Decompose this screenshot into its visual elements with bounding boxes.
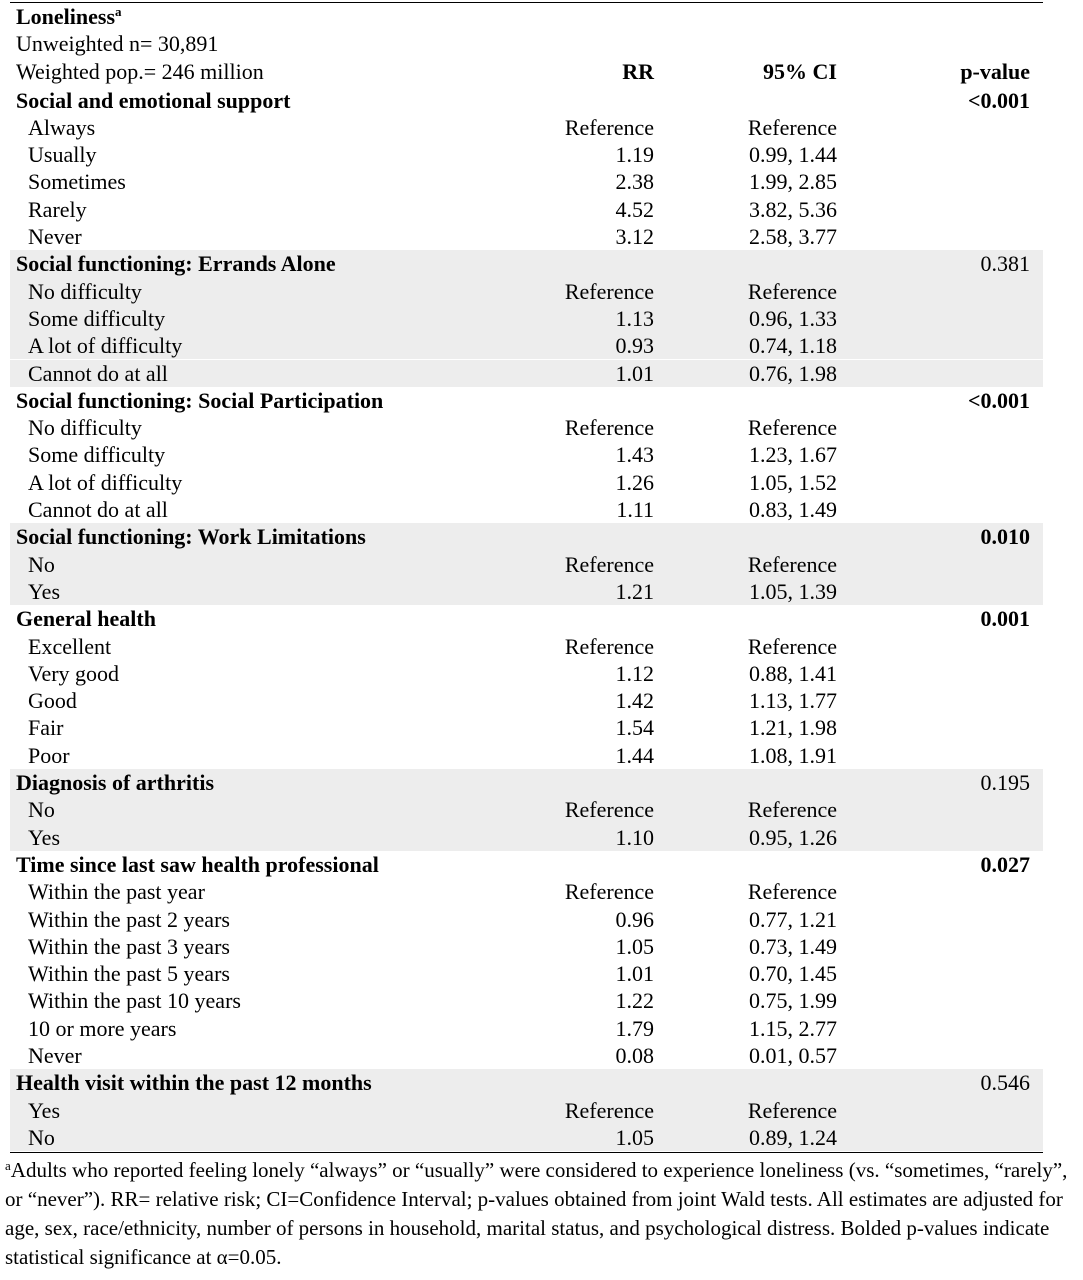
- row-label: Never: [28, 1043, 82, 1068]
- ci-value: 0.83, 1.49: [749, 497, 837, 522]
- header-title-row: [10, 3, 1043, 30]
- rr-value: 1.05: [615, 933, 654, 959]
- table-title: [16, 3, 122, 30]
- section-header-row: [10, 250, 1043, 277]
- header-columns-row: [10, 58, 1043, 85]
- rr-value: 2.38: [615, 169, 654, 195]
- rr-value: 1.19: [615, 142, 654, 168]
- row-label: Within the past 10 years: [28, 988, 241, 1014]
- ci-value: 1.13, 1.77: [749, 688, 837, 714]
- rr-value: 1.13: [615, 305, 654, 331]
- rr-value: 1.21: [615, 578, 654, 604]
- row-label: Some difficulty: [28, 305, 166, 331]
- rr-value: 1.44: [615, 742, 654, 768]
- row-label: Some difficulty: [28, 442, 166, 468]
- table-title-sup: a: [115, 4, 122, 19]
- row-label: Within the past year: [28, 879, 205, 905]
- col-header-rr: RR: [622, 58, 654, 84]
- footnote: [5, 1156, 1070, 1272]
- row-label: A lot of difficulty: [28, 469, 183, 495]
- table-row: [10, 960, 1043, 987]
- rr-value: Reference: [564, 278, 654, 304]
- table-row: [10, 305, 1043, 332]
- ci-value: 0.75, 1.99: [749, 988, 837, 1014]
- table-row: [10, 114, 1043, 141]
- table-row: [10, 223, 1043, 250]
- section-label: Time since last saw health professional: [16, 851, 379, 877]
- rr-value: Reference: [564, 633, 654, 659]
- section-p-value: 0.195: [980, 770, 1030, 795]
- ci-value: 0.95, 1.26: [749, 824, 837, 850]
- rr-value: 1.26: [615, 469, 654, 495]
- ci-value: 1.05, 1.39: [749, 578, 837, 604]
- table-row: [10, 496, 1043, 523]
- section-p-value: 0.546: [980, 1070, 1030, 1096]
- ci-value: 1.15, 2.77: [749, 1015, 837, 1041]
- row-label: Within the past 3 years: [28, 933, 230, 959]
- weighted-pop: Weighted pop.= 246 million: [16, 58, 264, 84]
- row-label: A lot of difficulty: [28, 333, 183, 359]
- ci-value: 2.58, 3.77: [749, 224, 837, 249]
- ci-value: 1.21, 1.98: [749, 715, 837, 741]
- row-label: Yes: [28, 1097, 61, 1123]
- ci-value: 0.89, 1.24: [749, 1124, 837, 1150]
- unweighted-n: Unweighted n= 30,891: [16, 31, 219, 57]
- table-row: [10, 551, 1043, 578]
- row-label: No difficulty: [28, 415, 142, 441]
- table-row: [10, 824, 1043, 851]
- table-row: [10, 1015, 1043, 1042]
- section-header-row: [10, 523, 1043, 550]
- table-row: [10, 332, 1043, 359]
- rr-value: 0.96: [615, 906, 654, 932]
- rr-value: 1.42: [615, 688, 654, 714]
- ci-value: 0.70, 1.45: [749, 961, 837, 987]
- row-label: Within the past 5 years: [28, 961, 230, 987]
- section-label: Social functioning: Work Limitations: [16, 524, 366, 550]
- section-p-value: <0.001: [967, 87, 1030, 113]
- row-label: Poor: [28, 742, 70, 768]
- row-label: Cannot do at all: [28, 360, 168, 386]
- ci-value: Reference: [747, 114, 837, 140]
- table-row: [10, 168, 1043, 195]
- rr-value: 1.12: [615, 660, 654, 686]
- bottom-rule: [10, 1152, 1043, 1153]
- row-label: Fair: [28, 715, 64, 741]
- ci-value: Reference: [747, 1097, 837, 1123]
- ci-value: Reference: [747, 278, 837, 304]
- table-row: [10, 1042, 1043, 1069]
- table-row: [10, 1124, 1043, 1151]
- col-header-p: p-value: [960, 58, 1030, 84]
- table-row: [10, 578, 1043, 605]
- rr-value: 4.52: [615, 196, 654, 222]
- rr-value: Reference: [564, 1097, 654, 1123]
- ci-value: 0.88, 1.41: [749, 660, 837, 686]
- row-label: Rarely: [28, 196, 87, 222]
- table-row: [10, 714, 1043, 741]
- ci-value: Reference: [747, 633, 837, 659]
- row-label: Usually: [28, 142, 97, 168]
- rr-value: Reference: [564, 551, 654, 577]
- rr-value: Reference: [564, 797, 654, 823]
- table-row: [10, 278, 1043, 305]
- table-row: [10, 1097, 1043, 1124]
- row-label: Cannot do at all: [28, 497, 168, 522]
- rr-value: Reference: [564, 415, 654, 441]
- ci-value: 0.99, 1.44: [749, 142, 837, 168]
- row-label: Never: [28, 224, 82, 249]
- rr-value: Reference: [564, 114, 654, 140]
- section-header-row: [10, 1069, 1043, 1096]
- header-unweighted-row: [10, 30, 1043, 57]
- section-header-row: [10, 387, 1043, 414]
- section-p-value: <0.001: [967, 387, 1030, 413]
- rr-value: 1.22: [615, 988, 654, 1014]
- rr-value: 1.54: [615, 715, 654, 741]
- ci-value: 0.96, 1.33: [749, 305, 837, 331]
- section-p-value: 0.010: [980, 524, 1030, 550]
- table-row: [10, 742, 1043, 769]
- table-row: [10, 414, 1043, 441]
- footnote-text: Adults who reported feeling lonely “always” or “usually” were considered to experience loneliness (vs. “sometimes, “rarely”, or “never”). RR= relative risk; CI=Confidence Interval; p-values obtained from joint Wald tests. All estimates are adjusted for age, sex, race/ethnicity, number of persons in household, marital status, and psychological distress. Bolded p-values indicate statistical significance at α=0.05.: [5, 1158, 1068, 1269]
- row-label: Good: [28, 688, 77, 714]
- section-p-value: 0.027: [980, 851, 1030, 877]
- table-row: [10, 987, 1043, 1014]
- rr-value: 1.05: [615, 1124, 654, 1150]
- ci-value: 1.23, 1.67: [749, 442, 837, 468]
- ci-value: 3.82, 5.36: [749, 196, 837, 222]
- table-row: [10, 141, 1043, 168]
- ci-value: 1.99, 2.85: [749, 169, 837, 195]
- ci-value: Reference: [747, 797, 837, 823]
- row-label: Yes: [28, 824, 61, 850]
- table-row: [10, 633, 1043, 660]
- section-header-row: [10, 769, 1043, 796]
- rr-value: 1.10: [615, 824, 654, 850]
- table-row: [10, 441, 1043, 468]
- row-label: Within the past 2 years: [28, 906, 230, 932]
- section-label: Health visit within the past 12 months: [16, 1070, 372, 1096]
- section-label: Diagnosis of arthritis: [16, 770, 214, 795]
- ci-value: Reference: [747, 879, 837, 905]
- table-row: [10, 660, 1043, 687]
- table-row: [10, 469, 1043, 496]
- row-label: No difficulty: [28, 278, 142, 304]
- row-label: No: [28, 551, 55, 577]
- row-label: Yes: [28, 578, 61, 604]
- ci-value: 0.76, 1.98: [749, 360, 837, 386]
- ci-value: Reference: [747, 551, 837, 577]
- section-label: Social functioning: Errands Alone: [16, 251, 336, 277]
- rr-value: 1.79: [615, 1015, 654, 1041]
- ci-value: 0.01, 0.57: [749, 1043, 837, 1068]
- section-p-value: 0.381: [980, 251, 1030, 277]
- ci-value: 0.77, 1.21: [749, 906, 837, 932]
- table-row: [10, 360, 1043, 387]
- ci-value: Reference: [747, 415, 837, 441]
- table-title-text: Loneliness: [16, 4, 116, 29]
- section-header-row: [10, 851, 1043, 878]
- col-header-ci: 95% CI: [763, 58, 837, 84]
- row-label: Very good: [28, 660, 120, 686]
- table-row: [10, 196, 1043, 223]
- section-label: Social functioning: Social Participation: [16, 387, 384, 413]
- rr-value: 1.43: [615, 442, 654, 468]
- rr-value: 1.01: [615, 961, 654, 987]
- ci-value: 0.73, 1.49: [749, 933, 837, 959]
- row-label: Excellent: [28, 633, 112, 659]
- row-label: No: [28, 1124, 55, 1150]
- ci-value: 1.05, 1.52: [749, 469, 837, 495]
- ci-value: 0.74, 1.18: [749, 333, 837, 359]
- section-label: Social and emotional support: [16, 87, 291, 113]
- row-label: Always: [28, 114, 96, 140]
- table-row: [10, 878, 1043, 905]
- table-row: [10, 796, 1043, 823]
- row-label: Sometimes: [28, 169, 126, 195]
- row-label: No: [28, 797, 55, 823]
- row-label: 10 or more years: [28, 1015, 177, 1041]
- section-label: General health: [16, 606, 156, 632]
- rr-value: 3.12: [615, 224, 654, 249]
- table-row: [10, 933, 1043, 960]
- rr-value: 1.01: [615, 360, 654, 386]
- table-row: [10, 906, 1043, 933]
- table-row: [10, 687, 1043, 714]
- rr-value: 0.93: [615, 333, 654, 359]
- section-header-row: [10, 87, 1043, 114]
- rr-value: 1.11: [616, 497, 654, 522]
- section-header-row: [10, 605, 1043, 632]
- footnote-sup: a: [5, 1158, 11, 1173]
- rr-value: 0.08: [615, 1043, 654, 1068]
- rr-value: Reference: [564, 879, 654, 905]
- ci-value: 1.08, 1.91: [749, 742, 837, 768]
- section-p-value: 0.001: [980, 606, 1030, 632]
